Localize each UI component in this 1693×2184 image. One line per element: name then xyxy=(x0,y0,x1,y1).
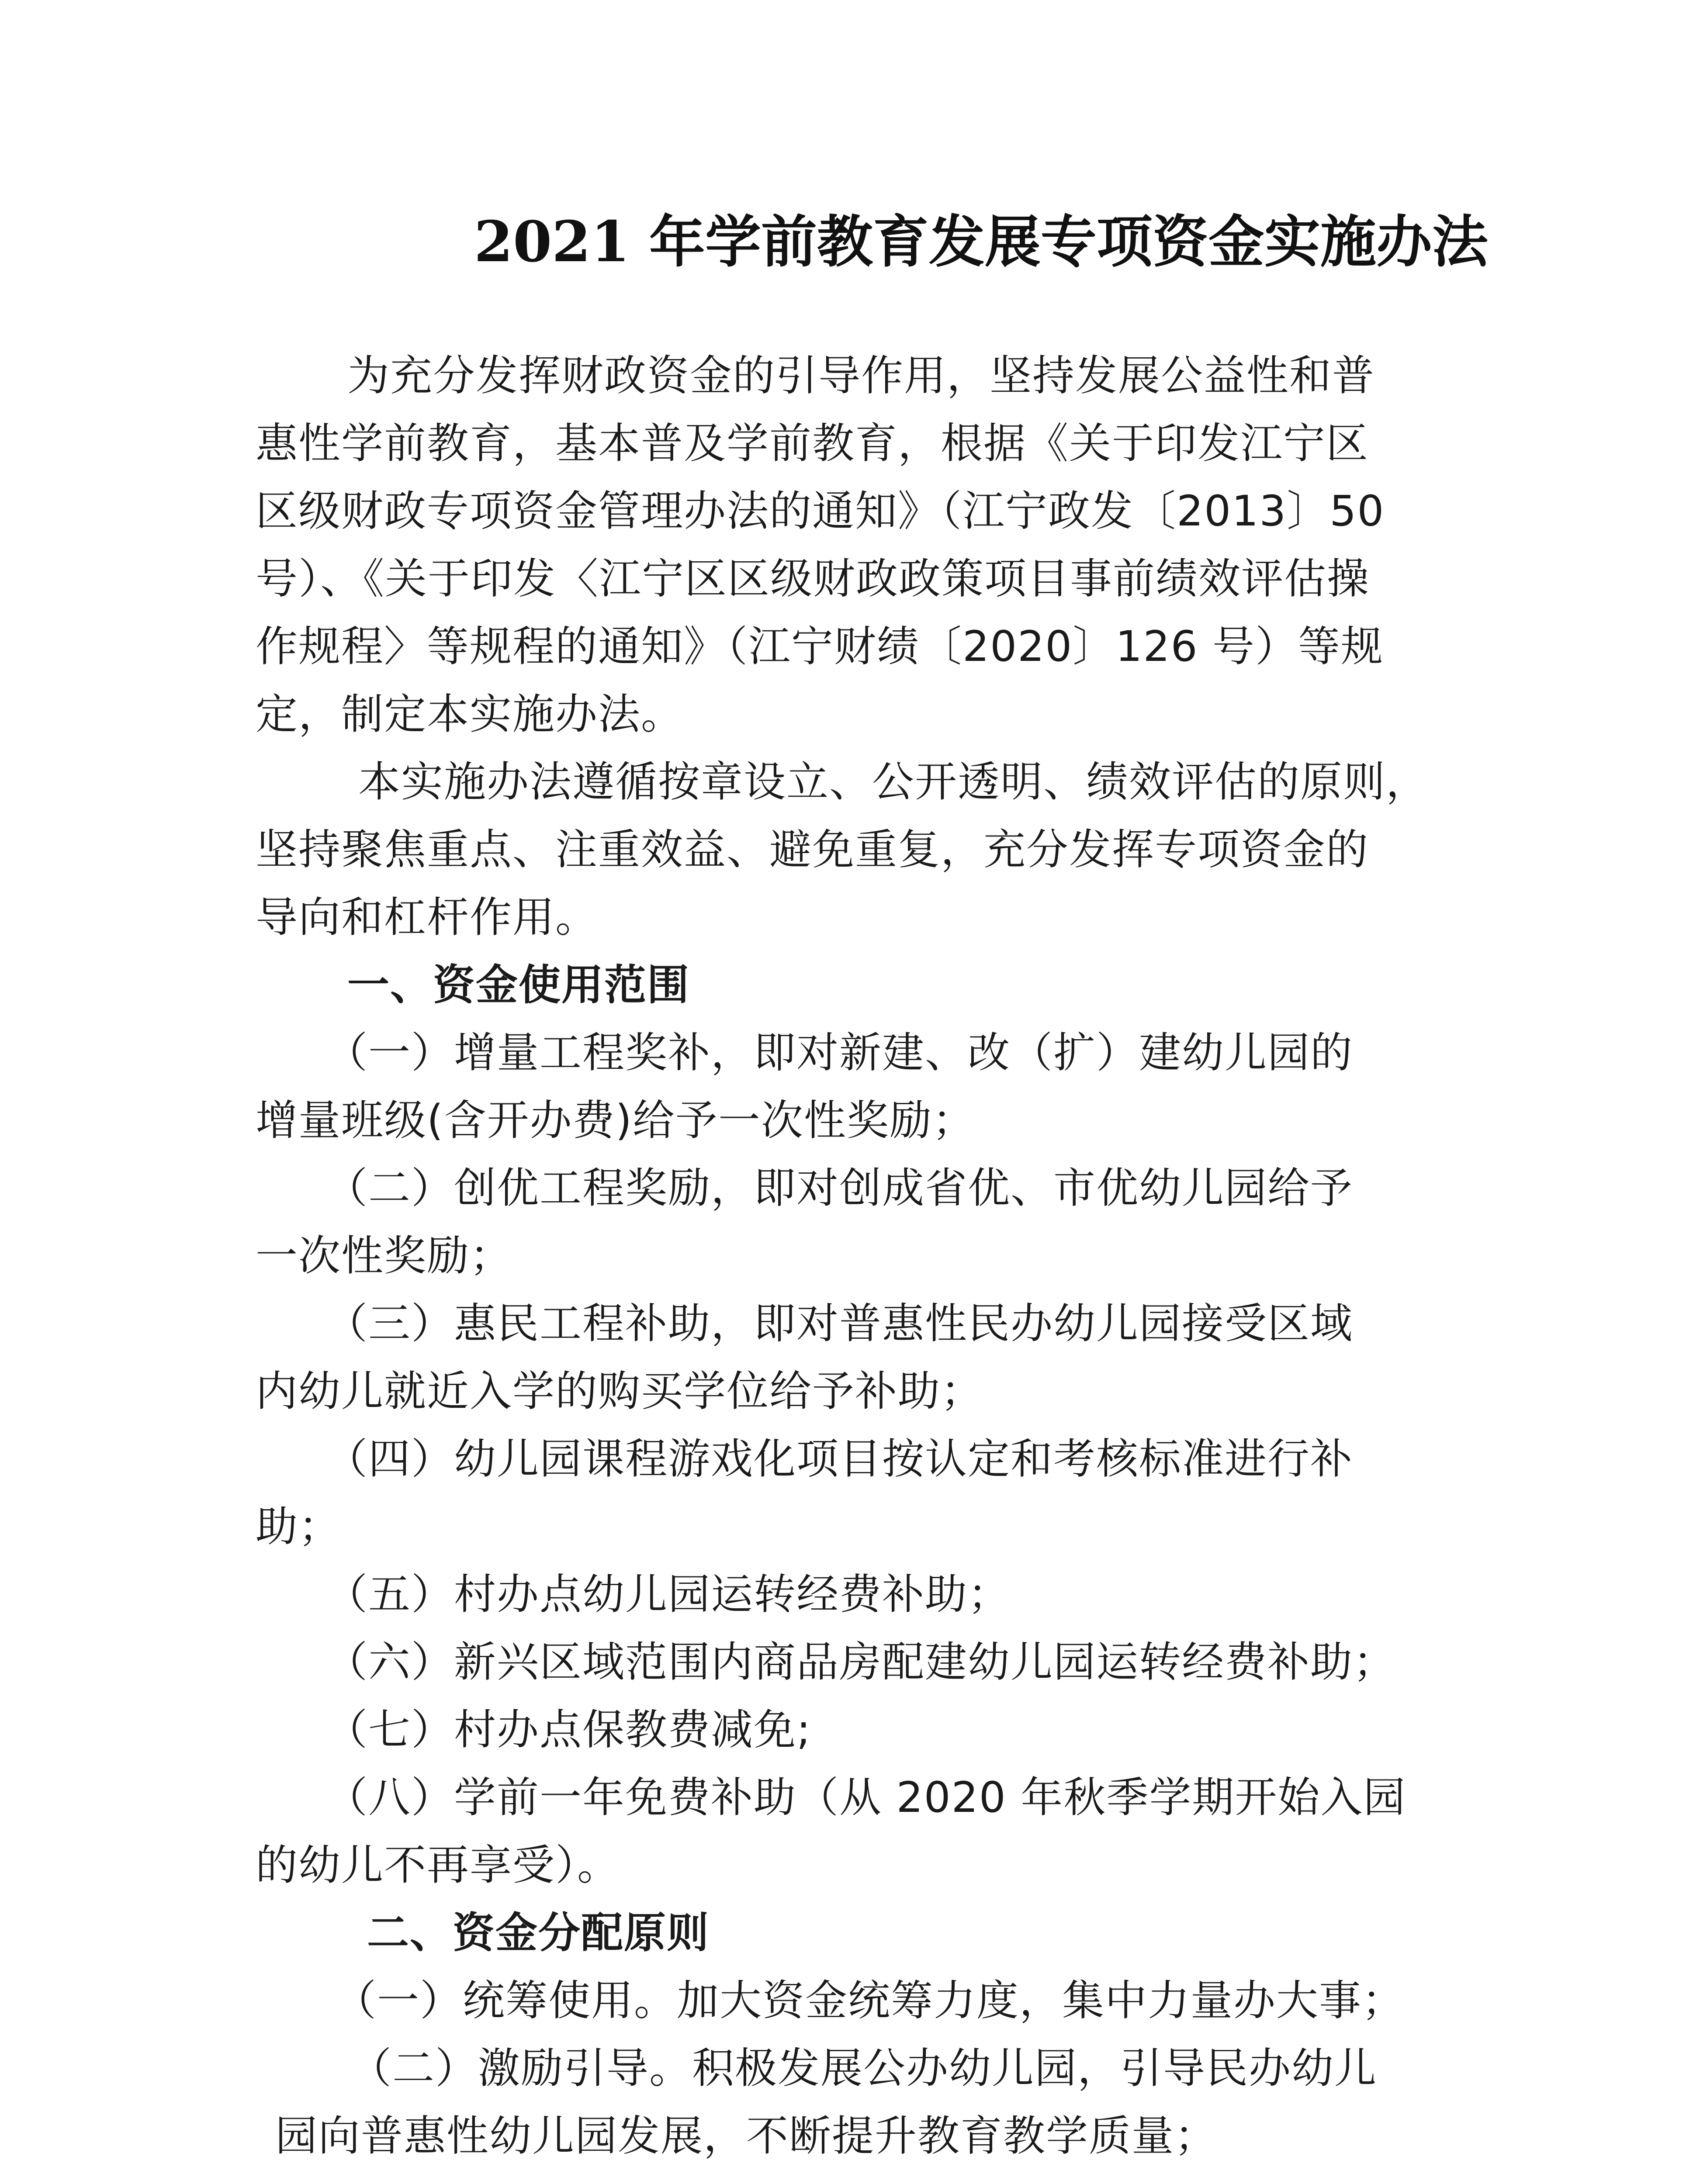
list-item-line: （三）惠民工程补助，即对普惠性民办幼儿园接受区域 xyxy=(325,1299,1353,1348)
list-item-line: （一）增量工程奖补，即对新建、改（扩）建幼儿园的 xyxy=(325,1028,1353,1077)
list-item-line: 内幼儿就近入学的购买学位给予补助； xyxy=(256,1367,983,1416)
list-item-line: （二）创优工程奖励，即对创成省优、市优幼儿园给予 xyxy=(325,1164,1353,1213)
list-item-line: 助； xyxy=(256,1502,341,1551)
paragraph-line: 号）、《关于印发〈江宁区区级财政政策项目事前绩效评估操 xyxy=(256,554,1370,603)
section-heading: 二、资金分配原则 xyxy=(367,1908,710,1957)
paragraph-line: 作规程〉等规程的通知》（江宁财绩〔2020〕126 号）等规 xyxy=(256,622,1384,671)
paragraph-line: 坚持聚焦重点、注重效益、避免重复，充分发挥专项资金的 xyxy=(256,825,1369,874)
paragraph-line: 定，制定本实施办法。 xyxy=(256,690,684,739)
list-item-line: （八）学前一年免费补助（从 2020 年秋季学期开始入园 xyxy=(325,1773,1406,1822)
paragraph-line: 本实施办法遵循按章设立、公开透明、绩效评估的原则， xyxy=(358,757,1429,806)
section-heading: 一、资金使用范围 xyxy=(347,961,690,1009)
paragraph-line: 区级财政专项资金管理办法的通知》（江宁政发〔2013〕50 xyxy=(256,487,1385,536)
list-item-line: （五）村办点幼儿园运转经费补助； xyxy=(325,1570,1011,1619)
paragraph-line: 惠性学前教育，基本普及学前教育，根据《关于印发江宁区 xyxy=(256,419,1369,468)
paragraph-line: 为充分发挥财政资金的引导作用，坚持发展公益性和普 xyxy=(347,351,1375,400)
list-item-line: 一次性奖励； xyxy=(256,1231,512,1280)
document-title: 2021 年学前教育发展专项资金实施办法 xyxy=(474,209,1488,275)
list-item-line: 增量班级(含开办费)给予一次性奖励； xyxy=(256,1096,975,1145)
list-item-line: （四）幼儿园课程游戏化项目按认定和考核标准进行补 xyxy=(325,1434,1353,1483)
list-item-line: （六）新兴区域范围内商品房配建幼儿园运转经费补助； xyxy=(325,1638,1396,1686)
list-item-line: （七）村办点保教费减免; xyxy=(325,1705,812,1754)
list-item-line: 园向普惠性幼儿园发展，不断提升教育教学质量； xyxy=(275,2111,1217,2160)
list-item-line: 的幼儿不再享受）。 xyxy=(256,1841,620,1890)
list-item-line: （一）统筹使用。加大资金统筹力度，集中力量办大事； xyxy=(334,1976,1405,2025)
list-item-line: （二）激励引导。积极发展公办幼儿园，引导民办幼儿 xyxy=(350,2044,1377,2093)
paragraph-line: 导向和杠杆作用。 xyxy=(256,893,598,942)
